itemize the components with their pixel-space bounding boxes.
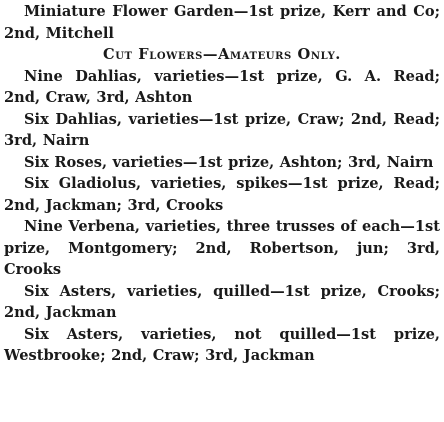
prize-entry-six-dahlias: Six Dahlias, varieties—1st prize, Craw; 2nd, Read; 3rd, Nairn — [4, 110, 440, 149]
prize-entry-miniature-flower-garden: Miniature Flower Garden—1st prize, Kerr and Co; 2nd, Mitchell — [4, 3, 440, 42]
prize-entry-nine-dahlias: Nine Dahlias, varieties—1st prize, G. A. Read; 2nd, Craw, 3rd, Ashton — [4, 67, 440, 106]
prize-entry-six-asters-not-quilled: Six Asters, varieties, not quilled—1st prize, Westbrooke; 2nd, Craw; 3rd, Jackman — [4, 325, 440, 364]
prize-entry-six-gladiolus: Six Gladiolus, varieties, spikes—1st prize, Read; 2nd, Jackman; 3rd, Crooks — [4, 175, 440, 214]
prize-entry-six-roses: Six Roses, varieties—1st prize, Ashton; 3rd, Nairn — [24, 153, 434, 171]
section-heading: Cut Flowers—Amateurs Only. — [102, 46, 341, 63]
prize-entry-nine-verbena: Nine Verbena, varieties, three trusses of each—1st prize, Montgomery; 2nd, Robertson, jun; 3rd, Crooks — [4, 218, 440, 278]
prize-entry-six-asters-quilled: Six Asters, varieties, quilled—1st prize, Crooks; 2nd, Jackman — [4, 282, 440, 321]
